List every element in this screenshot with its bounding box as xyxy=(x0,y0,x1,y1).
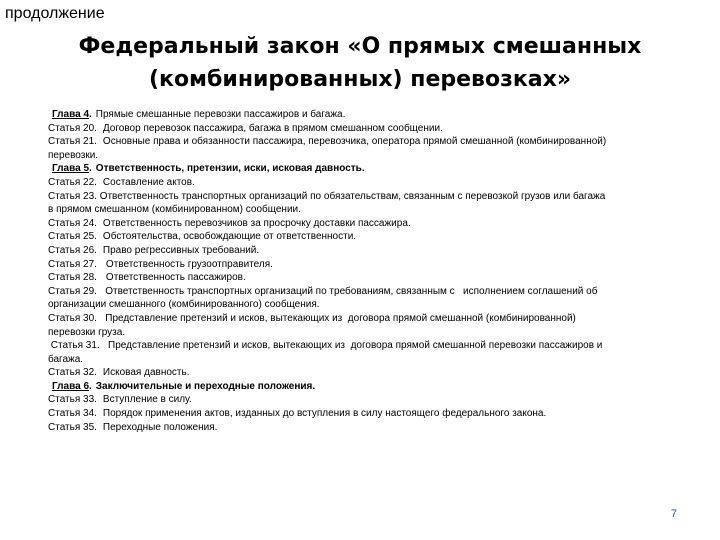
chapter-label: Глава 4 xyxy=(52,109,90,120)
article-title: Переходные положения. xyxy=(102,421,218,433)
article-title: Обстоятельства, освобождающие от ответственности. xyxy=(102,231,357,243)
article-title: Составление актов. xyxy=(102,176,195,188)
article-number: Статья 21. xyxy=(48,136,97,148)
article-26 xyxy=(48,244,680,258)
article-31-line-2: багажа. xyxy=(48,353,84,365)
article-title: Ответственность грузоотправителя. xyxy=(105,258,273,270)
article-22 xyxy=(48,176,680,190)
article-title: Ответственность пассажиров. xyxy=(105,272,246,284)
article-27 xyxy=(48,258,680,272)
chapter-title: Прямые смешанные перевозки пассажиров и багажа. xyxy=(95,109,346,120)
article-number: Статья 32. xyxy=(48,367,97,379)
article-number: Статья 24. xyxy=(48,217,97,229)
article-23-line-2: в прямом смешанном (комбинированном) сообщении. xyxy=(48,204,301,216)
article-25 xyxy=(48,230,680,244)
chapter-4: Глава 4 . Прямые смешанные перевозки пассажиров и багажа. xyxy=(52,109,346,120)
article-number: Статья 26. xyxy=(48,244,97,256)
page-number: 7 xyxy=(670,508,677,520)
article-number: Статья 33. xyxy=(48,394,97,406)
article-21-continuation: перевозки. xyxy=(48,149,99,161)
title-line-1: Федеральный закон «О прямых смешанных xyxy=(78,34,642,59)
title-line-2: (комбинированных) перевозках» xyxy=(148,67,572,92)
chapter-title: Заключительные и переходные положения. xyxy=(95,380,316,392)
article-30-line-2: перевозки груза. xyxy=(48,326,126,338)
article-title: Порядок применения актов, изданных до вступления в силу настоящего федерального закона. xyxy=(102,408,547,420)
article-29-line-2: организации смешанного (комбинированного) сообщения. xyxy=(48,299,320,311)
article-28 xyxy=(48,271,680,285)
article-34 xyxy=(48,407,680,421)
chapter-title: Ответственность, претензии, иски, исковая давность. xyxy=(95,163,365,175)
article-title: Договор перевозок пассажира, багажа в прямом смешанном сообщении. xyxy=(102,122,443,134)
table-of-contents xyxy=(48,108,680,434)
article-title: Ответственность перевозчиков за просрочку доставки пассажира. xyxy=(102,217,411,229)
chapter-6: Глава 6 . Заключительные и переходные положения. xyxy=(52,380,316,392)
article-number: Статья 20. xyxy=(48,122,97,134)
article-title: Основные права и обязанности пассажира, перевозчика, оператора прямой смешанной (комбинированной) xyxy=(102,136,607,148)
article-20 xyxy=(48,122,680,136)
chapter-5: Глава 5 . Ответственность, претензии, иски, исковая давность. xyxy=(52,163,365,175)
article-number: Статья 22. xyxy=(48,176,97,188)
article-21 xyxy=(48,135,680,149)
article-32 xyxy=(48,366,680,380)
article-24 xyxy=(48,217,680,231)
article-33 xyxy=(48,393,680,407)
article-number: Статья 27. xyxy=(48,258,97,270)
article-35 xyxy=(48,421,680,435)
article-29-line-1: Статья 29. Ответственность транспортных организаций по требованиям, связанным с исполнением соглашений об xyxy=(48,285,598,297)
chapter-label: Глава 5 xyxy=(52,163,90,175)
article-30-line-1: Статья 30. Представление претензий и исков, вытекающих из договора прямой смешанной (комбинированной) xyxy=(48,312,576,324)
article-number: Статья 28. xyxy=(48,272,97,284)
continuation-label: продолжение xyxy=(5,5,105,22)
page-title xyxy=(40,30,680,96)
article-31-line-1: Статья 31. Представление претензий и исков, вытекающих из договора прямой смешанной перевозки пассажиров и xyxy=(48,340,603,352)
article-title: Право регрессивных требований. xyxy=(102,244,260,256)
article-number: Статья 25. xyxy=(48,231,97,243)
article-23-line-1: Статья 23. Ответственность транспортных организаций по обязательствам, связанным с перевозкой грузов или багажа xyxy=(48,190,606,202)
article-title: Исковая давность. xyxy=(102,367,190,379)
article-number: Статья 34. xyxy=(48,408,97,420)
article-number: Статья 35. xyxy=(48,421,97,433)
article-title: Вступление в силу. xyxy=(102,394,192,406)
chapter-label: Глава 6 xyxy=(52,380,90,392)
